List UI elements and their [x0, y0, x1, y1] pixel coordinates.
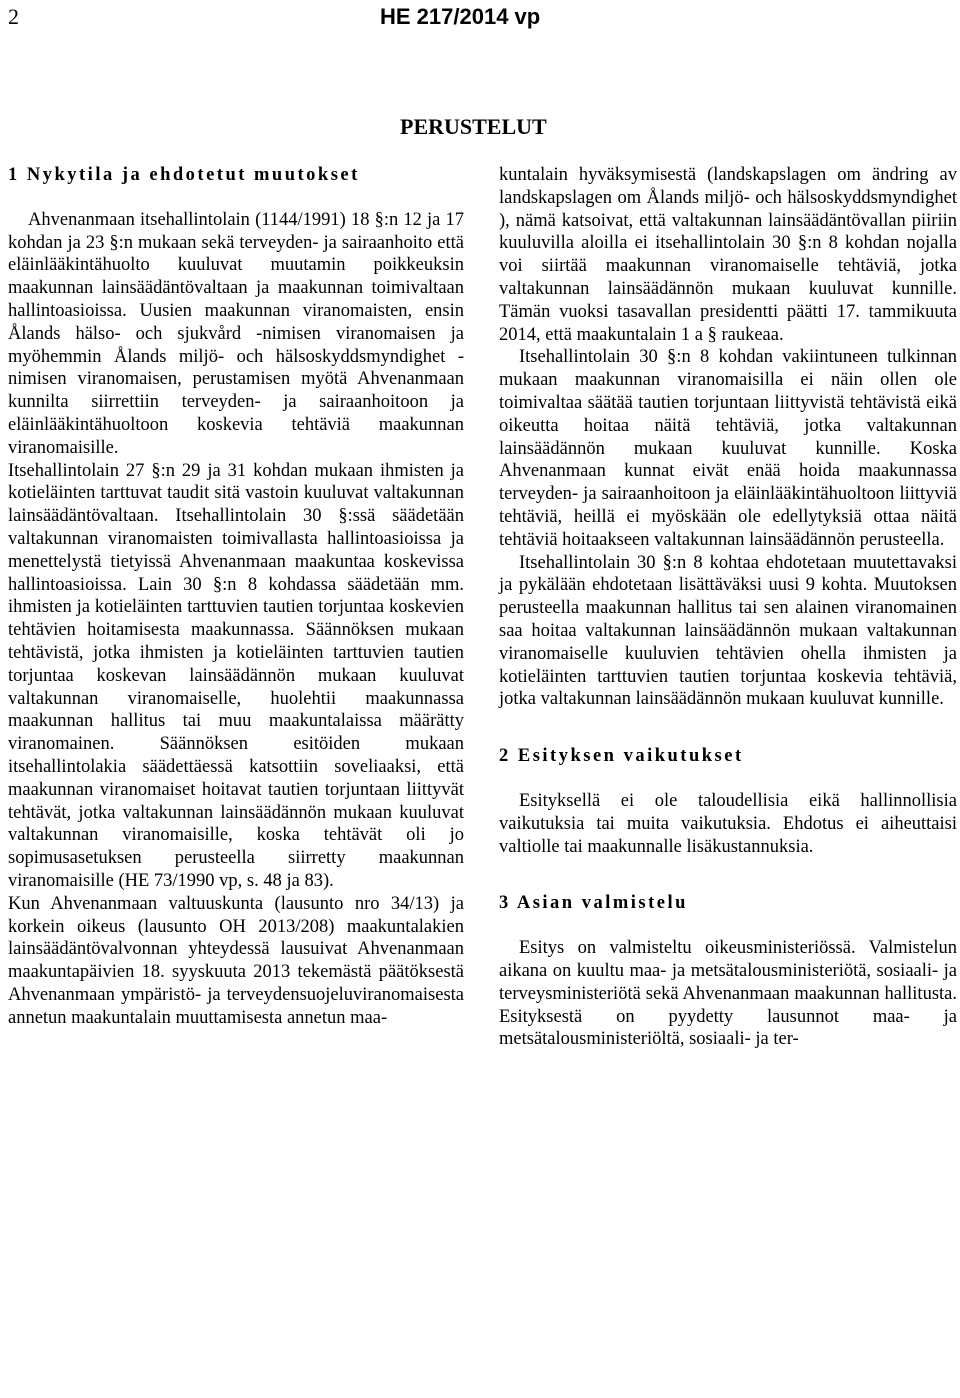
paragraph: Itsehallintolain 27 §:n 29 ja 31 kohdan mukaan ihmisten ja kotieläinten tarttuvat taudit sitä vastoin kuuluvat valtakunnan lainsäädäntövaltaan. Itsehallintolain 30 §:ssä säädetään valtakunnan viranomaisten toimivallasta hallintoasioissa ja menettelystä tietyissä Ahvenanmaan maakuntaa koskevissa hallintoasioissa. Lain 30 §:n 8 kohdassa säädetään mm. ihmisten ja kotieläinten tarttuvien tautien torjuntaa koskevien tehtävien hoitamisesta maakunnassa. Säännöksen mukaan tehtävistä, jotka ihmisten ja kotieläinten tarttuvien tautien torjuntaa koskevan lainsäädännön mukaan kuuluvat valtakunnan viranomaiselle, huolehtii maakunnassa maakunnan hallitus tai muu maakuntalaissa määrätty viranomainen. Säännöksen esitöiden mukaan itsehallintolakia säädettäessä katsottiin soveliaaksi, että maakunnan viranomaiset hoitavat tautien torjuntaan liittyvät tehtävät, jotka valtakunnan lainsäädännön mukaan kuuluvat valtakunnan viranomaisille, koska tehtävät oli jo sopimusasetuksen perusteella siirretty maakunnan viranomaisille (HE 73/1990 vp, s. 48 ja 83).	[8, 460, 464, 891]
paragraph: Kun Ahvenanmaan valtuuskunta (lausunto nro 34/13) ja korkein oikeus (lausunto OH 2013/208) maakuntalakien lainsäädäntövalvonnan yhteydessä lausuivat Ahvenanmaan maakuntapäivien 18. syyskuuta 2013 tekemästä päätöksestä Ahvenanmaan ympäristö- ja terveydensuojeluviranomaisesta annetun maakuntalain muuttamisesta annetun maa-	[8, 893, 464, 1028]
section-title: PERUSTELUT	[400, 114, 547, 139]
heading-nykytila: 1 Nykytila ja ehdotetut muutokset	[8, 165, 360, 185]
right-column	[499, 164, 957, 1051]
document-title: HE 217/2014 vp	[380, 4, 541, 29]
paragraph: Ahvenanmaan itsehallintolain (1144/1991) 18 §:n 12 ja 17 kohdan ja 23 §:n mukaan sekä terveyden- ja sairaanhoito että eläinlääkintähuolto kuuluvat muutamin poikkeuksin maakunnan lainsäädäntövaltaan ja maakunnan toimivaltaan hallintoasioissa. Uusien maakunnan viranomaisten, ensin Ålands hälso- och sjukvård -nimisen viranomaisen ja myöhemmin Ålands miljö- och hälsoskyddsmyndighet -nimisen viranomaisen, perustamisen myötä Ahvenanmaan kunnilta siirrettiin terveyden- ja sairaanhoitoon ja eläinlääkintähuoltoon koskevia tehtäviä maakunnan viranomaisille.	[8, 209, 464, 458]
paragraph: Itsehallintolain 30 §:n 8 kohtaa ehdotetaan muutettavaksi ja pykälään ehdotetaan lisättäväksi uusi 9 kohta. Muutoksen perusteella maakunnan hallitus tai sen alainen viranomainen saa hoitaa valtakunnan lainsäädännön mukaan valtakunnan viranomaiselle kuuluvien tehtävien ohella ihmisten ja kotieläinten tarttuvien tautien torjuntaa koskevia tehtäviä, jotka valtakunnan lainsäädännön mukaan kuuluvat kunnille.	[499, 552, 957, 710]
paragraph: Itsehallintolain 30 §:n 8 kohdan vakiintuneen tulkinnan mukaan maakunnan viranomaisilla ei näin ollen ole toimivaltaa säätää tautien torjuntaan liittyvistä tehtävistä eikä oikeutta hoitaa näitä tehtäviä, jotka valtakunnan lainsäädännön mukaan kuuluvat kunnille. Koska Ahvenanmaan kunnat eivät enää hoida maakunnassa terveyden- ja sairaanhoitoon ja eläinlääkintähuoltoon liittyviä tehtäviä, heillä ei myöskään ole edellytyksiä ottaa näitä tehtäviä hoitaakseen valtakunnan lainsäädännön perusteella.	[499, 347, 957, 550]
left-column	[8, 164, 464, 1029]
paragraph: kuntalain hyväksymisestä (landskapslagen om ändring av landskapslagen om Ålands miljö- och hälsoskyddsmyndighet ), nämä katsoivat, että valtakunnan lainsäädäntövallan piiriin kuuluvilla aloilla ei itsehallintolain 30 §:n 8 kohdan nojalla voi siirtää maakunnan viranomaiselle tehtäviä, jotka valtakunnan lainsäädännön mukaan kuuluvat kunnille. Tämän vuoksi tasavallan presidentti päätti 17. tammikuuta 2014, että maakuntalain 1 a § raukeaa.	[499, 165, 957, 345]
heading-valmistelu: 3 Asian valmistelu	[499, 893, 688, 914]
paragraph: Esitys on valmisteltu oikeusministeriössä. Valmistelun aikana on kuultu maa- ja metsätalousministeriötä, sosiaali- ja terveysministeriötä sekä Ahvenanmaan maakunnan hallitusta. Esityksestä on pyydetty lausunnot maa- ja metsätalousministeriöltä, sosiaali- ja ter-	[499, 938, 957, 1050]
heading-vaikutukset: 2 Esityksen vaikutukset	[499, 746, 744, 767]
paragraph: Esityksellä ei ole taloudellisia eikä hallinnollisia vaikutuksia tai muita vaikutuksia. Ehdotus ei aiheuttaisi valtiolle tai maakunnalle lisäkustannuksia.	[499, 790, 957, 857]
page-number: 2	[8, 4, 19, 29]
